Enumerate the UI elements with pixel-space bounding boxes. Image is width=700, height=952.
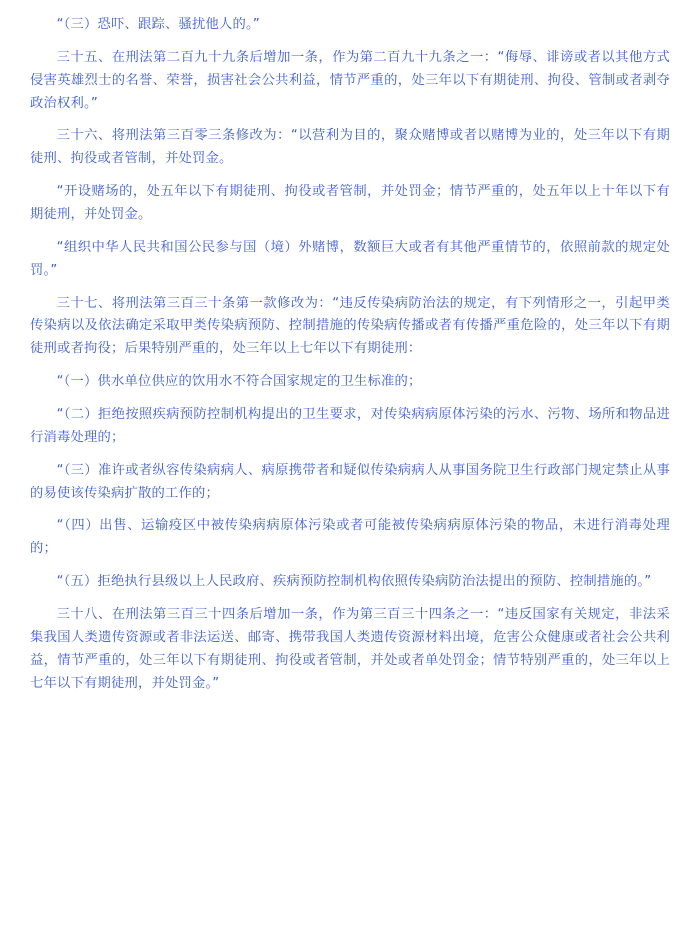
- paragraph: “（四）出售、运输疫区中被传染病病原体污染或者可能被传染病病原体污染的物品，未进行消毒处理的；: [30, 518, 670, 557]
- paragraph: “组织中华人民共和国公民参与国（境）外赌博，数额巨大或者有其他严重情节的，依照前款的规定处罚。”: [30, 239, 670, 278]
- paragraph: “（二）拒绝按照疾病预防控制机构提出的卫生要求，对传染病病原体污染的污水、污物、场所和物品进行消毒处理的；: [30, 407, 670, 445]
- paragraph: “（三）准许或者纵容传染病病人、病原携带者和疑似传染病病人从事国务院卫生行政部门规定禁止从事的易使该传染病扩散的工作的；: [30, 462, 670, 501]
- paragraph: “开设赌场的，处五年以下有期徒刑、拘役或者管制，并处罚金；情节严重的，处五年以上十年以下有期徒刑，并处罚金。: [30, 184, 670, 223]
- paragraph: 三十八、在刑法第三百三十四条后增加一条，作为第三百三十四条之一：“违反国家有关规定，非法采集我国人类遗传资源或者非法运送、邮寄、携带我国人类遗传资源材料出境，危害公众健康或者社会公共利益，情节严重的，处三年以下有期徒刑、拘役或者管制，并处或者单处罚金；情节特别严重的，处三年以上七年以下有期徒刑，并处罚金。”: [30, 607, 670, 691]
- paragraph: “（五）拒绝执行县级以上人民政府、疾病预防控制机构依照传染病防治法提出的预防、控制措施的。”: [56, 574, 652, 590]
- paragraph: 三十五、在刑法第二百九十九条后增加一条，作为第二百九十九条之一：“侮辱、诽谤或者以其他方式侵害英雄烈士的名誉、荣誉，损害社会公共利益，情节严重的，处三年以下有期徒刑、拘役、管制或者剥夺政治权利。”: [30, 49, 670, 111]
- paragraph: 三十六、将刑法第三百零三条修改为：“以营利为目的，聚众赌博或者以赌博为业的，处三年以下有期徒刑、拘役或者管制，并处罚金。: [30, 128, 670, 167]
- paragraph: “（三）恐吓、跟踪、骚扰他人的。”: [56, 17, 260, 32]
- paragraph: 三十七、将刑法第三百三十条第一款修改为：“违反传染病防治法的规定，有下列情形之一，引起甲类传染病以及依法确定采取甲类传染病预防、控制措施的传染病传播或者有传播严重危险的，处三年以下有期徒刑或者拘役；后果特别严重的，处三年以上七年以下有期徒刑：: [30, 295, 670, 357]
- paragraph: “（一）供水单位供应的饮用水不符合国家规定的卫生标准的；: [56, 374, 422, 390]
